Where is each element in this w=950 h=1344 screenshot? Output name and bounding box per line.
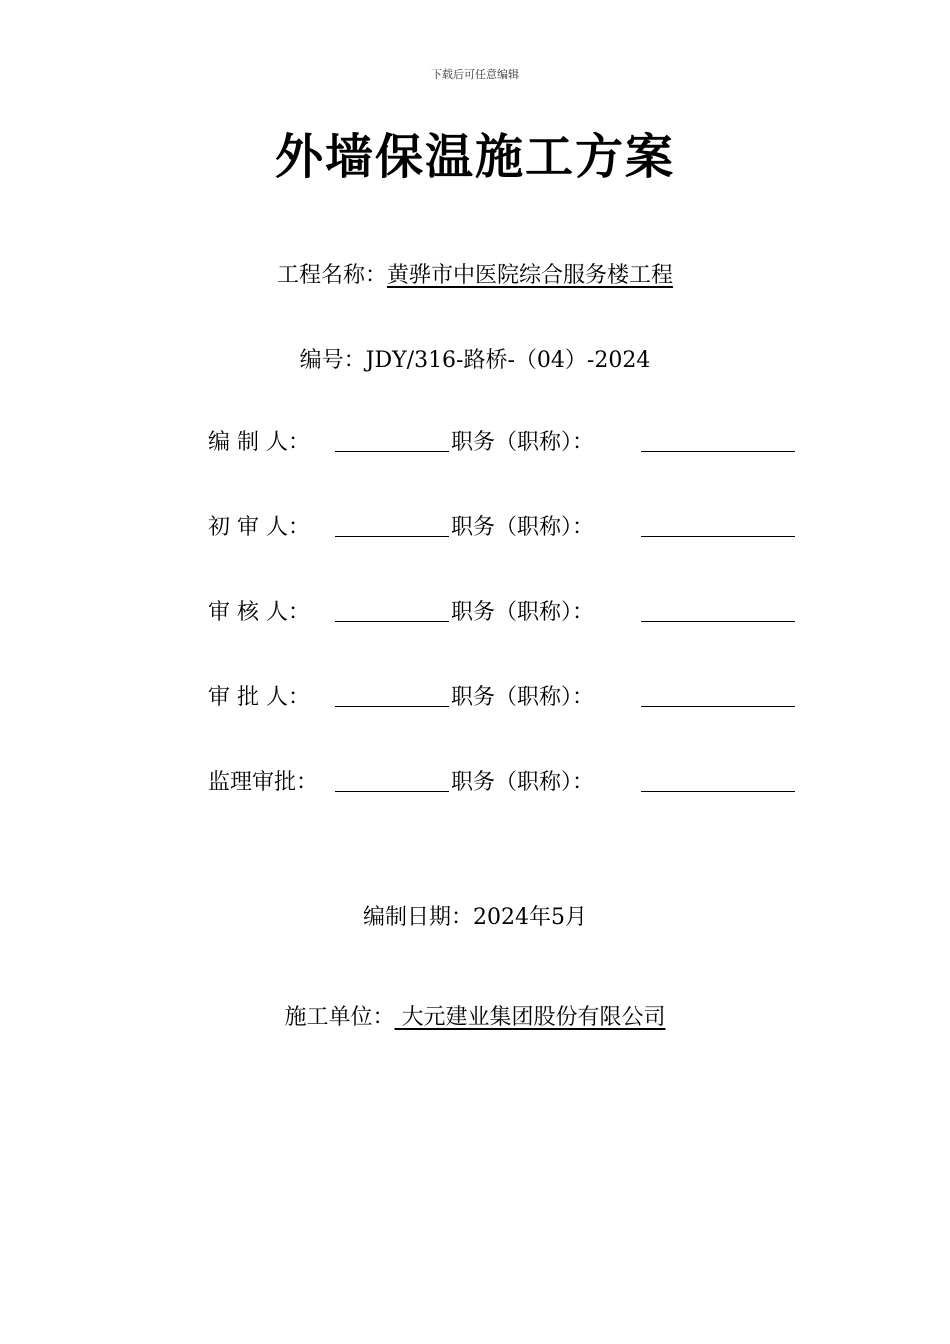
signature-name-blank[interactable] bbox=[335, 706, 449, 707]
construction-unit-label: 施工单位： bbox=[284, 1005, 395, 1030]
signature-duty-label: 职务（职称）： bbox=[451, 430, 595, 455]
construction-unit-value: 大元建业集团股份有限公司 bbox=[394, 1005, 666, 1030]
document-number-line bbox=[0, 343, 950, 374]
signature-role-label: 初 审 人： bbox=[208, 515, 310, 540]
compile-date-label: 编制日期： bbox=[362, 905, 473, 930]
signature-name-blank[interactable] bbox=[335, 536, 449, 537]
signature-duty-blank[interactable] bbox=[641, 706, 795, 707]
signature-row-supervision bbox=[208, 765, 808, 797]
project-name-line bbox=[0, 258, 950, 289]
signature-name-blank[interactable] bbox=[335, 451, 449, 452]
signature-role-label: 监理审批： bbox=[208, 770, 319, 795]
signature-name-blank[interactable] bbox=[335, 621, 449, 622]
compile-date-value: 2024年5月 bbox=[473, 905, 587, 930]
project-name-value: 黄骅市中医院综合服务楼工程 bbox=[387, 263, 674, 288]
signature-role-label: 审 核 人： bbox=[208, 600, 310, 625]
document-number-value: JDY/316-路桥-（04）-2024 bbox=[365, 348, 651, 373]
signature-row-verifier bbox=[208, 595, 808, 627]
signature-duty-label: 职务（职称）： bbox=[451, 685, 595, 710]
signature-row-approver bbox=[208, 680, 808, 712]
signature-duty-blank[interactable] bbox=[641, 451, 795, 452]
signature-duty-blank[interactable] bbox=[641, 791, 795, 792]
signature-role-label: 编 制 人： bbox=[208, 430, 310, 455]
signature-role-label: 审 批 人： bbox=[208, 685, 310, 710]
signature-row-first-review bbox=[208, 510, 808, 542]
signature-duty-blank[interactable] bbox=[641, 536, 795, 537]
compile-date-line bbox=[0, 900, 950, 931]
document-title: 外墙保温施工方案 bbox=[274, 129, 675, 185]
signature-name-blank[interactable] bbox=[335, 791, 449, 792]
signature-duty-label: 职务（职称）： bbox=[451, 770, 595, 795]
signature-duty-label: 职务（职称）： bbox=[451, 600, 595, 625]
signature-duty-blank[interactable] bbox=[641, 621, 795, 622]
document-number-label: 编号： bbox=[299, 348, 366, 373]
signature-duty-label: 职务（职称）： bbox=[451, 515, 595, 540]
signature-row-compiler bbox=[208, 425, 808, 457]
construction-unit-line bbox=[0, 1000, 950, 1031]
project-name-label: 工程名称： bbox=[276, 263, 387, 288]
header-note: 下载后可任意编辑 bbox=[431, 68, 519, 81]
